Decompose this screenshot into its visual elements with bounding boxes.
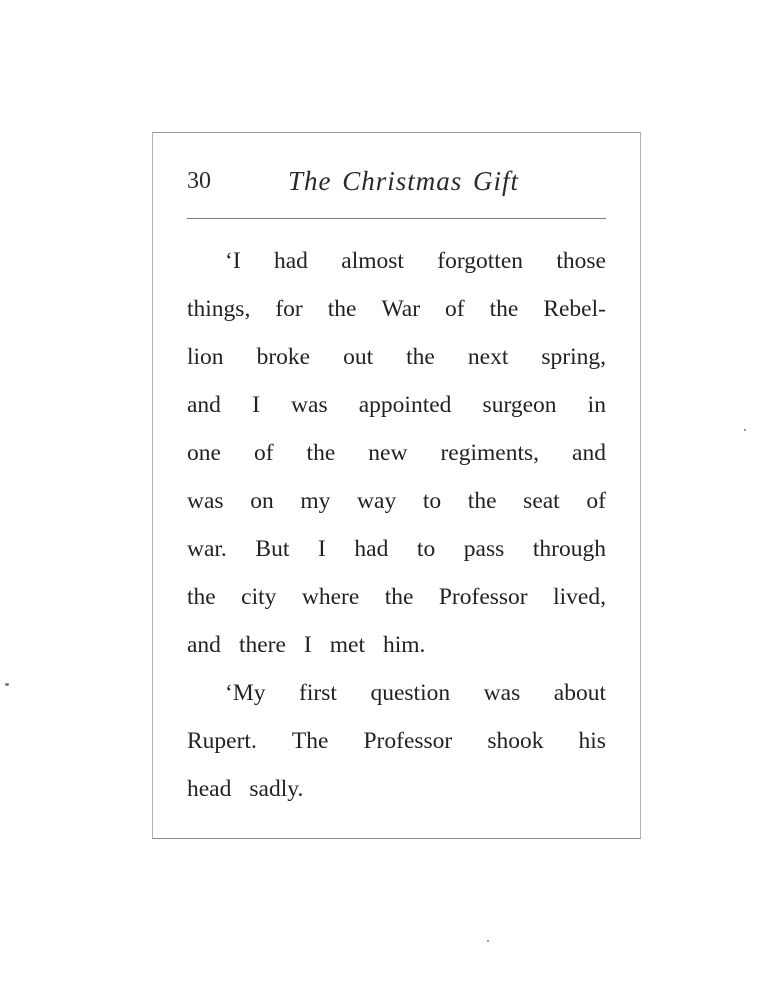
word: War — [381, 296, 421, 322]
word: was — [483, 680, 521, 706]
word: forgotten — [437, 248, 524, 274]
word: of — [586, 488, 606, 514]
word: the — [489, 296, 519, 322]
text-line — [187, 381, 606, 429]
word: spring, — [541, 344, 606, 370]
page-number: 30 — [187, 168, 211, 194]
word: The — [291, 728, 329, 754]
word: through — [532, 536, 606, 562]
word: met — [329, 632, 365, 658]
word: one — [187, 440, 221, 466]
running-title: The Christmas Gift — [288, 166, 520, 196]
word: for — [275, 296, 303, 322]
word: ‘I — [225, 248, 241, 274]
word: way — [357, 488, 397, 514]
word: and — [187, 392, 221, 418]
word: Professor — [438, 584, 528, 610]
text-line — [187, 525, 606, 573]
word: the — [384, 584, 414, 610]
word: Rupert. — [187, 728, 257, 754]
word: new — [368, 440, 408, 466]
text-line — [187, 477, 606, 525]
word: him. — [382, 632, 426, 658]
word: lived, — [553, 584, 606, 610]
word: city — [241, 584, 277, 610]
text-line — [187, 573, 606, 621]
word: was — [187, 488, 224, 514]
word: on — [250, 488, 274, 514]
text-line — [187, 333, 606, 381]
word: had — [354, 536, 389, 562]
word: I — [252, 392, 260, 418]
word: I — [303, 632, 312, 658]
word: out — [343, 344, 374, 370]
word: shook — [487, 728, 544, 754]
word: question — [370, 680, 451, 706]
header-rule — [187, 218, 606, 219]
word: Rebel- — [543, 296, 606, 322]
word: and — [187, 632, 221, 658]
word: the — [306, 440, 336, 466]
text-line — [187, 621, 606, 669]
word: his — [578, 728, 606, 754]
word: where — [301, 584, 360, 610]
word: Professor — [363, 728, 453, 754]
word: war. — [187, 536, 227, 562]
word: next — [467, 344, 509, 370]
word: the — [406, 344, 435, 370]
word: was — [291, 392, 328, 418]
paper-speck — [744, 429, 746, 431]
word: there — [238, 632, 286, 658]
word: of — [253, 440, 274, 466]
running-head — [187, 165, 606, 197]
body-text — [187, 237, 606, 813]
word: things, — [187, 296, 251, 322]
word: those — [556, 248, 606, 274]
word: broke — [256, 344, 311, 370]
word: ‘My — [225, 680, 266, 706]
word: regiments, — [440, 440, 539, 466]
text-line — [187, 285, 606, 333]
paper-speck — [5, 683, 9, 686]
word: my — [300, 488, 331, 514]
word: sadly. — [249, 776, 304, 802]
word: and — [572, 440, 606, 466]
paper-speck — [487, 940, 489, 942]
word: the — [187, 584, 216, 610]
word: seat — [523, 488, 560, 514]
text-line — [187, 429, 606, 477]
text-line — [187, 237, 606, 285]
word: head — [187, 776, 232, 802]
word: in — [587, 392, 606, 418]
word: had — [274, 248, 308, 274]
word: the — [467, 488, 497, 514]
word: But — [255, 536, 290, 562]
text-line — [187, 669, 606, 717]
word: to — [416, 536, 436, 562]
word: surgeon — [482, 392, 557, 418]
word: I — [317, 536, 326, 562]
word: appointed — [358, 392, 452, 418]
word: almost — [341, 248, 404, 274]
word: first — [299, 680, 337, 706]
word: about — [553, 680, 606, 706]
word: to — [422, 488, 442, 514]
word: of — [445, 296, 465, 322]
text-line — [187, 717, 606, 765]
word: the — [327, 296, 357, 322]
word: pass — [463, 536, 505, 562]
word: lion — [187, 344, 224, 370]
text-line — [187, 765, 606, 813]
